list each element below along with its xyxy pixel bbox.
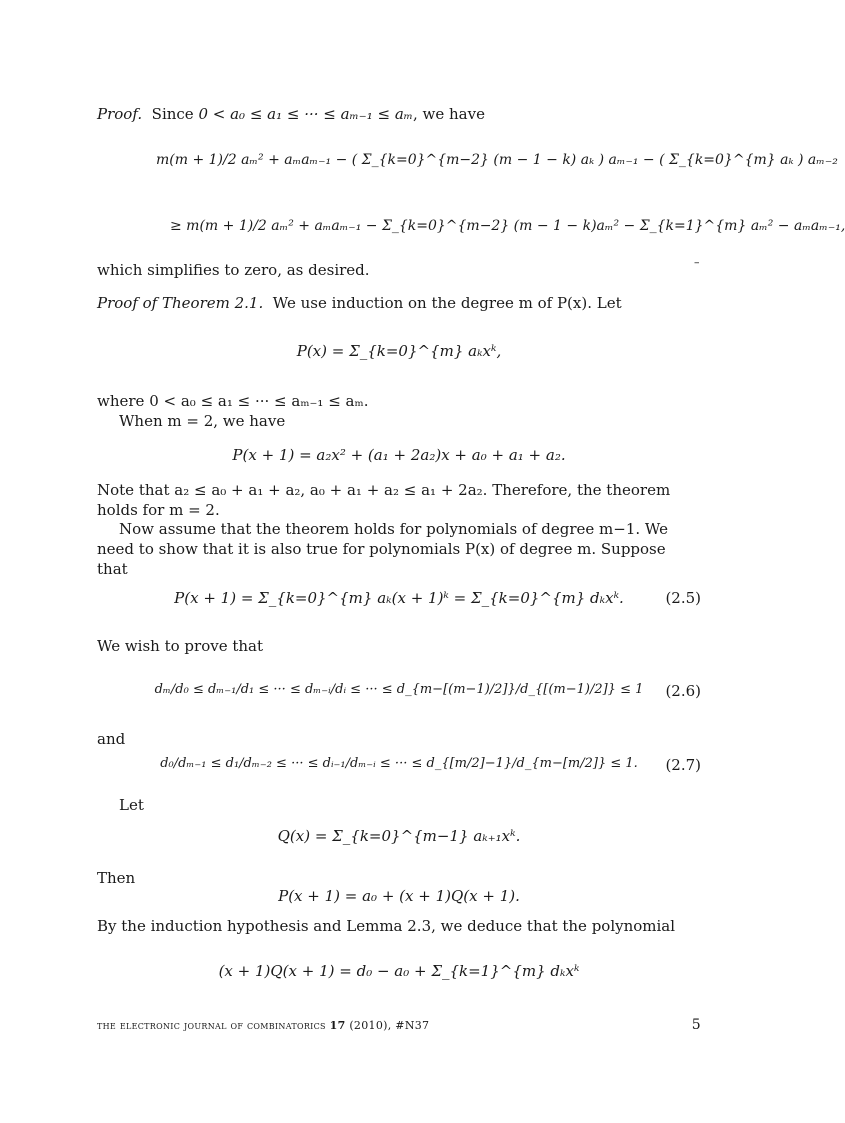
eq-2-5-number: (2.5) — [665, 589, 701, 607]
wish-text: We wish to prove that — [97, 637, 264, 655]
qed-mark: – — [694, 256, 700, 269]
proof-intro-math: 0 < a₀ ≤ a₁ ≤ ··· ≤ aₘ₋₁ ≤ aₘ — [198, 105, 413, 123]
eq-2-6-number: (2.6) — [665, 682, 701, 700]
proof-intro-tail: , we have — [412, 105, 485, 123]
eq-Q-definition: Q(x) = Σ_{k=0}^{m−1} aₖ₊₁xᵏ. — [277, 827, 521, 845]
eq-then: P(x + 1) = a₀ + (x + 1)Q(x + 1). — [278, 887, 520, 905]
theorem-proof-label: Proof of Theorem 2.1. — [97, 294, 264, 312]
journal-year-number: (2010), #N37 — [349, 1019, 430, 1032]
eq-2-7-body: d₀/dₘ₋₁ ≤ d₁/dₘ₋₂ ≤ ··· ≤ dᵢ₋₁/dₘ₋ᵢ ≤ ··· ≤ d_{[m/2]−1}/d_{m−[m/2]} ≤ 1. — [160, 756, 638, 771]
eq-2-7 — [97, 756, 701, 771]
eq-2-6 — [97, 682, 701, 697]
proof-label: Proof. — [97, 105, 143, 123]
let-text: Let — [119, 796, 144, 814]
and-text: and — [97, 730, 126, 748]
eq-2-6-body: dₘ/d₀ ≤ dₘ₋₁/d₁ ≤ ··· ≤ dₘ₋ᵢ/dᵢ ≤ ··· ≤ d_{m−[(m−1)/2]}/d_{[(m−1)/2]} ≤ 1 — [154, 682, 644, 697]
eq-2-5 — [97, 589, 701, 607]
when-m2: When m = 2, we have — [119, 412, 286, 430]
proof-display-line2 — [170, 196, 845, 234]
page-footer — [97, 1019, 701, 1032]
by-induction-text: By the induction hypothesis and Lemma 2.3, we deduce that the polynomial — [97, 917, 676, 935]
journal-name: the electronic journal of combinatorics — [97, 1019, 326, 1032]
proof-closing: which simplifies to zero, as desired. — [97, 261, 370, 279]
page-number: 5 — [691, 1017, 701, 1033]
eq-2-7-number: (2.7) — [665, 756, 701, 774]
proof-display-line1 — [156, 130, 838, 168]
then-text: Then — [97, 869, 136, 887]
note-paragraph: Note that a₂ ≤ a₀ + a₁ + a₂, a₀ + a₁ + a₂ ≤ a₁ + 2a₂. Therefore, the theorem holds for m = 2. — [97, 481, 671, 519]
assume-paragraph: Now assume that the theorem holds for polynomials of degree m−1. We need to show that it is also true for polynomials P(x) of degree m. Suppose that — [97, 520, 668, 578]
proof-intro-text: Since — [151, 105, 194, 123]
eq-m2: P(x + 1) = a₂x² + (a₁ + 2a₂)x + a₀ + a₁ + a₂. — [232, 446, 566, 464]
theorem-proof-intro — [97, 293, 701, 313]
where-condition: where 0 < a₀ ≤ a₁ ≤ ··· ≤ aₘ₋₁ ≤ aₘ. — [97, 392, 369, 410]
line1-text: m(m + 1)/2 aₘ² + aₘaₘ₋₁ − ( Σ_{k=0}^{m−2} (m − 1 − k) aₖ ) aₘ₋₁ − ( Σ_{k=0}^{m} aₖ ) aₘ₋₂ — [156, 152, 838, 168]
line2-text: ≥ m(m + 1)/2 aₘ² + aₘaₘ₋₁ − Σ_{k=0}^{m−2} (m − 1 − k)aₘ² − Σ_{k=1}^{m} aₘ² − aₘaₘ₋₁, — [170, 218, 845, 234]
eq-last: (x + 1)Q(x + 1) = d₀ − a₀ + Σ_{k=1}^{m} dₖxᵏ — [218, 962, 580, 980]
eq-2-5-body: P(x + 1) = Σ_{k=0}^{m} aₖ(x + 1)ᵏ = Σ_{k=0}^{m} dₖxᵏ. — [174, 589, 624, 607]
theorem-proof-text1: We use induction on the degree m of P(x). Let — [272, 294, 622, 312]
proof-intro — [97, 104, 701, 124]
eq-P-definition: P(x) = Σ_{k=0}^{m} aₖxᵏ, — [296, 342, 502, 360]
journal-volume: 17 — [329, 1019, 346, 1032]
